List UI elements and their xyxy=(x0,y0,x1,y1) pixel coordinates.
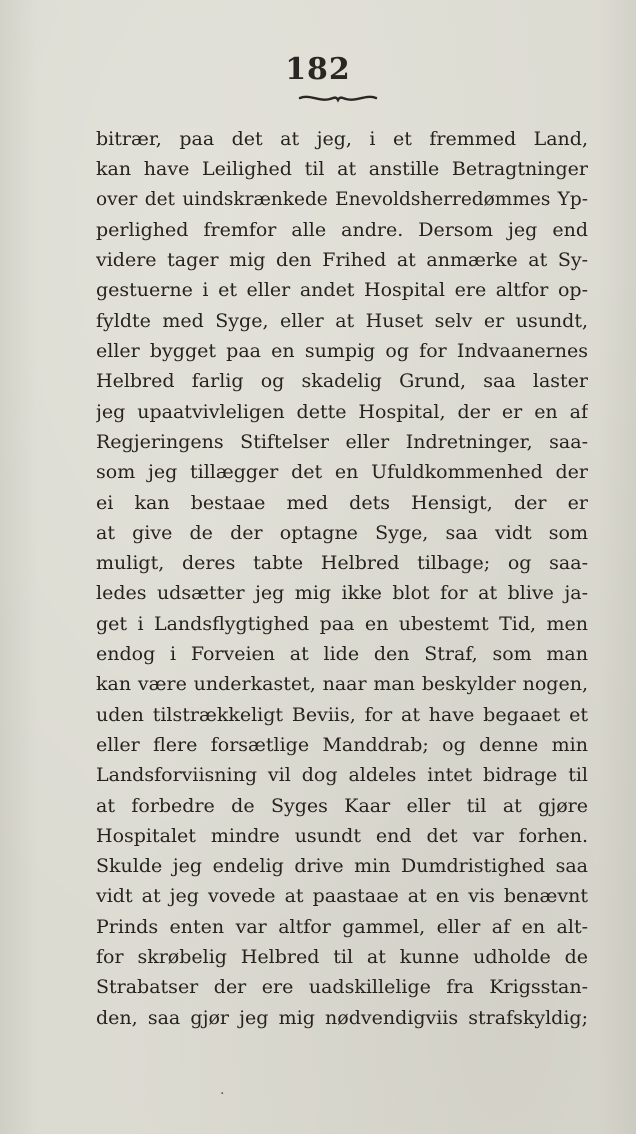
text-line: gestuerne i et eller andet Hospital ere altfor op- xyxy=(96,279,588,302)
text-line: ei kan bestaae med dets Hensigt, der er xyxy=(96,491,588,514)
text-line: for skrøbelig Helbred til at kunne udholde de xyxy=(96,946,588,969)
text-line: Helbred farlig og skadelig Grund, saa laster xyxy=(96,370,588,393)
text-line: jeg upaatvivleligen dette Hospital, der er en af xyxy=(96,400,588,423)
text-line: kan have Leilighed til at anstille Betragtninger xyxy=(96,158,588,181)
text-line: Prinds enten var altfor gammel, eller af en alt- xyxy=(96,915,588,938)
text-line: uden tilstrækkeligt Beviis, for at have begaaet et xyxy=(96,703,588,726)
ornament-flourish-icon xyxy=(298,92,378,106)
text-line: muligt, deres tabte Helbred tilbage; og saa- xyxy=(96,552,588,575)
text-line: videre tager mig den Frihed at anmærke at Sy- xyxy=(96,249,588,272)
body-text xyxy=(96,124,588,1033)
text-line: som jeg tillægger det en Ufuldkommenhed der xyxy=(96,461,588,484)
text-line: den, saa gjør jeg mig nødvendigviis strafskyldig; xyxy=(96,1006,588,1029)
footer-mark: . xyxy=(220,1082,225,1098)
text-line: Skulde jeg endelig drive min Dumdristighed saa xyxy=(96,855,588,878)
text-line: over det uindskrænkede Enevoldsherredømmes Yp- xyxy=(96,188,588,210)
text-line: fyldte med Syge, eller at Huset selv er usundt, xyxy=(96,309,588,332)
text-line: perlighed fremfor alle andre. Dersom jeg end xyxy=(96,218,588,241)
text-line: at forbedre de Syges Kaar eller til at gjøre xyxy=(96,794,588,817)
text-line: Landsforviisning vil dog aldeles intet bidrage til xyxy=(96,764,588,787)
text-line: endog i Forveien at lide den Straf, som man xyxy=(96,643,588,666)
text-line: get i Landsflygtighed paa en ubestemt Tid, men xyxy=(96,612,588,635)
text-line: eller bygget paa en sumpig og for Indvaanernes xyxy=(96,340,588,363)
text-line: vidt at jeg vovede at paastaae at en vis benævnt xyxy=(96,885,588,908)
text-line: kan være underkastet, naar man beskylder nogen, xyxy=(96,673,588,696)
text-line: bitrær, paa det at jeg, i et fremmed Land, xyxy=(96,128,588,150)
text-line: eller flere forsætlige Manddrab; og denne min xyxy=(96,733,588,756)
text-line: Strabatser der ere uadskillelige fra Krigsstan- xyxy=(96,976,588,999)
page-number: 182 xyxy=(285,52,351,87)
text-line: Hospitalet mindre usundt end det var forhen. xyxy=(96,824,588,847)
text-line: Regjeringens Stiftelser eller Indretninger, saa- xyxy=(96,430,588,453)
text-line: ledes udsætter jeg mig ikke blot for at blive ja- xyxy=(96,582,588,605)
text-line: at give de der optagne Syge, saa vidt som xyxy=(96,521,588,544)
